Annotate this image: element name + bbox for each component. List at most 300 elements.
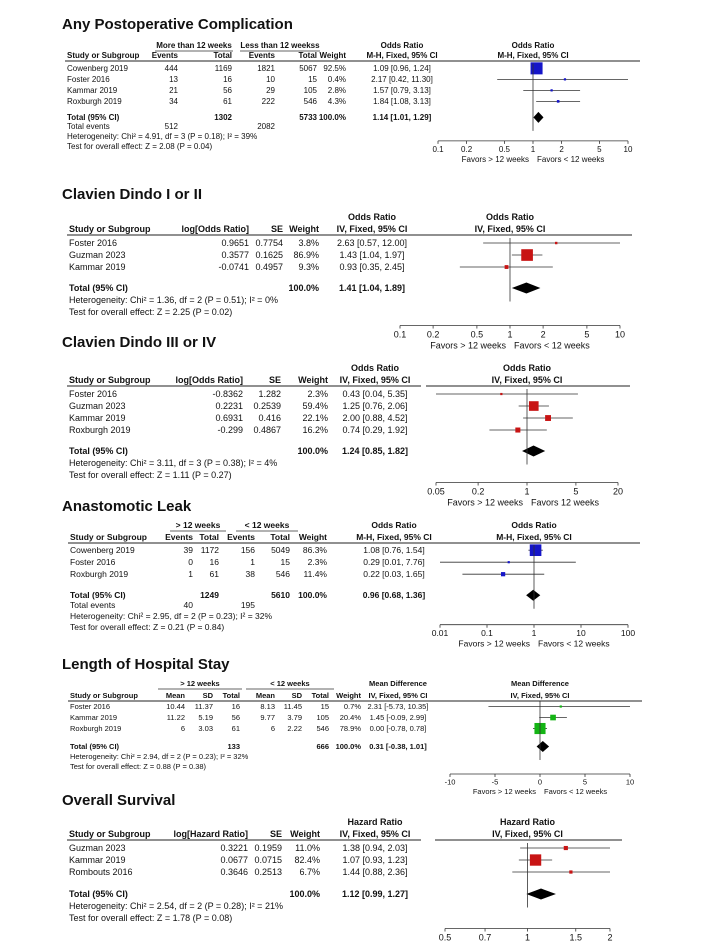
study-cell: 444 — [164, 64, 178, 73]
forest-panel-complication — [0, 16, 720, 166]
study-cell: 156 — [240, 545, 255, 555]
footnote: Heterogeneity: Chi² = 4.91, df = 3 (P = 0.18); I² = 39% — [67, 132, 258, 141]
study-cell: 21 — [169, 86, 178, 95]
column-header: Study or Subgroup — [69, 224, 151, 234]
x-tick-label: 2 — [607, 932, 613, 943]
study-marker — [529, 401, 539, 411]
effect-header: Hazard Ratio — [347, 817, 403, 827]
total-diamond — [526, 590, 540, 601]
study-cell: 34 — [169, 97, 178, 106]
total-cell: 100.0% — [335, 742, 361, 751]
column-header: Weight — [290, 829, 320, 839]
favors-right-label: Favors < 12 weeks — [537, 154, 605, 164]
study-marker — [551, 89, 553, 91]
study-name: Foster 2016 — [69, 389, 118, 399]
study-name: Cowenberg 2019 — [70, 545, 135, 555]
study-cell: 6 — [270, 724, 275, 733]
effect-header: Mean Difference — [369, 679, 427, 688]
column-header: Total — [311, 691, 329, 700]
favors-left-label: Favors > 12 weeks — [472, 787, 536, 797]
column-header: SE — [270, 224, 283, 234]
study-ci: 1.07 [0.93, 1.23] — [342, 855, 408, 865]
effect-header: Odds Ratio — [350, 363, 400, 373]
total-events-cell: 40 — [183, 600, 193, 610]
study-cell: 546 — [275, 569, 290, 579]
column-header: Weight — [298, 375, 328, 385]
total-cell: 100.0% — [289, 889, 320, 899]
favors-right-label: Favors 12 weeks — [531, 497, 600, 508]
study-cell: 0 — [188, 557, 193, 567]
total-label: Total (95% CI) — [69, 446, 128, 456]
plot-header: Mean Difference — [511, 679, 569, 688]
study-cell: 5049 — [271, 545, 290, 555]
study-ci: 0.00 [-0.78, 0.78] — [369, 724, 427, 733]
study-marker — [500, 393, 502, 395]
footnote: Heterogeneity: Chi² = 1.36, df = 2 (P = 0.51); I² = 0% — [69, 295, 278, 305]
study-cell: 0.2539 — [253, 401, 281, 411]
study-name: Cowenberg 2019 — [67, 64, 128, 73]
total-cell: 5610 — [271, 590, 290, 600]
study-cell: 0.4957 — [255, 262, 283, 272]
study-name: Roxburgh 2019 — [70, 569, 129, 579]
total-cell: 666 — [316, 742, 329, 751]
column-header: SE — [269, 829, 282, 839]
total-cell: 100.0% — [297, 446, 328, 456]
study-marker — [564, 846, 568, 850]
total-diamond — [526, 889, 556, 900]
study-cell: 0.1625 — [255, 250, 283, 260]
study-cell: 0.7% — [343, 702, 361, 711]
x-tick-label: 5 — [582, 777, 588, 787]
study-cell: 3.03 — [198, 724, 213, 733]
study-cell: 38 — [245, 569, 255, 579]
effect-subheader: IV, Fixed, 95% CI — [339, 375, 411, 385]
x-tick-label: 0.7 — [478, 932, 492, 943]
total-cell: 100.0% — [288, 283, 319, 293]
column-header: Mean — [165, 691, 185, 700]
plot-subheader: M-H, Fixed, 95% CI — [497, 51, 569, 60]
x-tick-label: 10 — [625, 777, 635, 787]
study-ci: 1.08 [0.76, 1.54] — [363, 545, 425, 555]
study-cell: 56 — [231, 713, 240, 722]
total-ci: 0.96 [0.68, 1.36] — [362, 590, 426, 600]
favors-left-label: Favors > 12 weeks — [461, 154, 529, 164]
study-name: Guzman 2023 — [69, 401, 126, 411]
study-ci: 1.57 [0.79, 3.13] — [373, 86, 431, 95]
column-header: Study or Subgroup — [69, 375, 151, 385]
study-cell: -0.299 — [217, 425, 243, 435]
footnote: Test for overall effect: Z = 2.08 (P = 0.04) — [67, 142, 213, 151]
study-cell: 16 — [209, 557, 219, 567]
total-cell: 1249 — [200, 590, 219, 600]
study-cell: 2.3% — [307, 389, 328, 399]
total-label: Total (95% CI) — [67, 113, 120, 122]
study-ci: 2.63 [0.57, 12.00] — [336, 238, 408, 248]
plot-subheader: IV, Fixed, 95% CI — [474, 224, 546, 234]
panel-title: Overall Survival — [62, 792, 176, 809]
plot-subheader: M-H, Fixed, 95% CI — [496, 532, 572, 542]
study-marker — [569, 870, 572, 873]
footnote: Heterogeneity: Chi² = 2.94, df = 2 (P = 0.23); I² = 32% — [70, 752, 249, 761]
study-cell: 1821 — [257, 64, 275, 73]
x-tick-label: 0.1 — [481, 628, 493, 639]
total-ci: 1.14 [1.01, 1.29] — [372, 113, 432, 122]
total-cell: 1302 — [214, 113, 232, 122]
study-cell: 4.3% — [327, 97, 346, 106]
plot-header: Odds Ratio — [485, 212, 535, 222]
footnote: Test for overall effect: Z = 0.88 (P = 0.38) — [70, 762, 207, 771]
panel-title: Length of Hospital Stay — [62, 656, 230, 673]
study-ci: 0.43 [0.04, 5.35] — [342, 389, 408, 399]
study-name: Foster 2016 — [70, 557, 116, 567]
panel-title: Any Postoperative Complication — [62, 16, 293, 33]
study-cell: 15 — [280, 557, 290, 567]
study-cell: 9.3% — [298, 262, 319, 272]
study-name: Foster 2016 — [67, 75, 110, 84]
study-ci: 1.09 [0.96, 1.24] — [373, 64, 431, 73]
plot-header: Odds Ratio — [502, 363, 552, 373]
study-cell: 0.3577 — [221, 250, 249, 260]
total-ci: 0.31 [-0.38, 1.01] — [369, 742, 427, 751]
study-cell: 10.44 — [166, 702, 185, 711]
study-ci: 0.74 [0.29, 1.92] — [342, 425, 408, 435]
study-cell: -0.0741 — [218, 262, 249, 272]
study-cell: 16 — [231, 702, 240, 711]
study-name: Kammar 2019 — [69, 855, 126, 865]
study-ci: 1.84 [1.08, 3.13] — [373, 97, 431, 106]
x-tick-label: 0.2 — [471, 486, 485, 497]
study-name: Kammar 2019 — [67, 86, 118, 95]
study-cell: 15 — [320, 702, 329, 711]
x-tick-label: -5 — [491, 777, 499, 787]
study-name: Roxburgh 2019 — [69, 425, 131, 435]
study-cell: 11.0% — [295, 843, 320, 853]
total-cell: 100.0% — [298, 590, 327, 600]
x-tick-label: 1 — [507, 329, 513, 340]
footnote: Heterogeneity: Chi² = 3.11, df = 3 (P = 0.38); I² = 4% — [69, 458, 278, 468]
column-header: Events — [165, 532, 193, 542]
study-cell: 86.9% — [293, 250, 319, 260]
study-cell: 1169 — [214, 64, 232, 73]
study-cell: 0.2513 — [254, 867, 282, 877]
study-cell: 10 — [266, 75, 275, 84]
column-header: Study or Subgroup — [69, 829, 151, 839]
study-cell: 59.4% — [302, 401, 328, 411]
total-ci: 1.24 [0.85, 1.82] — [341, 446, 409, 456]
study-cell: 0.3646 — [220, 867, 248, 877]
forest-panel-hospital-stay — [0, 656, 720, 797]
total-events-cell: 195 — [240, 600, 255, 610]
favors-left-label: Favors > 12 weeks — [447, 497, 523, 508]
study-cell: 1.282 — [258, 389, 281, 399]
forest-plot-3 — [0, 520, 720, 649]
column-header: Study or Subgroup — [67, 51, 140, 60]
x-tick-label: 1 — [524, 932, 531, 943]
group-header: > 12 weeks — [175, 520, 221, 530]
study-name: Rombouts 2016 — [69, 867, 133, 877]
plot-subheader: IV, Fixed, 95% CI — [491, 375, 563, 385]
forest-panel-leak — [0, 498, 720, 649]
total-label: Total (95% CI) — [69, 889, 128, 899]
study-cell: 92.5% — [323, 64, 346, 73]
effect-subheader: IV, Fixed, 95% CI — [368, 691, 428, 700]
study-marker — [505, 265, 509, 269]
column-header: SE — [268, 375, 281, 385]
study-cell: 105 — [303, 86, 317, 95]
study-name: Foster 2016 — [70, 702, 111, 711]
total-cell: 5733 — [299, 113, 317, 122]
study-cell: 2.8% — [327, 86, 346, 95]
study-ci: 0.93 [0.35, 2.45] — [339, 262, 405, 272]
study-marker — [521, 249, 533, 261]
x-tick-label: 5 — [573, 486, 579, 497]
study-cell: 61 — [231, 724, 240, 733]
footnote: Test for overall effect: Z = 0.21 (P = 0.84) — [70, 622, 225, 632]
study-name: Kammar 2019 — [69, 262, 126, 272]
x-tick-label: 5 — [597, 144, 602, 154]
x-tick-label: 2 — [559, 144, 564, 154]
study-marker — [564, 78, 566, 80]
study-cell: 61 — [223, 97, 232, 106]
x-tick-label: 100 — [620, 628, 636, 639]
study-cell: 6 — [180, 724, 185, 733]
x-tick-label: 0.2 — [461, 144, 473, 154]
study-cell: 0.7754 — [255, 238, 283, 248]
study-cell: 5.19 — [198, 713, 213, 722]
study-cell: 9.77 — [260, 713, 275, 722]
footnote: Test for overall effect: Z = 1.11 (P = 0.27) — [69, 470, 232, 480]
column-header: Total — [298, 51, 317, 60]
column-header: Events — [151, 51, 178, 60]
x-tick-label: 1 — [530, 144, 536, 154]
column-header: Study or Subgroup — [70, 691, 138, 700]
column-header: log[Odds Ratio] — [175, 375, 243, 385]
footnote: Heterogeneity: Chi² = 2.54, df = 2 (P = 0.28); I² = 21% — [69, 901, 283, 911]
total-diamond — [537, 741, 550, 752]
plot-header: Odds Ratio — [511, 41, 555, 50]
x-tick-label: 0.1 — [393, 329, 407, 340]
effect-subheader: M-H, Fixed, 95% CI — [366, 51, 438, 60]
study-ci: 1.44 [0.88, 2.36] — [342, 867, 408, 877]
favors-right-label: Favors < 12 weeks — [544, 787, 608, 797]
total-events-cell: 512 — [164, 122, 178, 131]
study-marker — [557, 100, 560, 103]
x-tick-label: 0 — [537, 777, 543, 787]
study-marker — [545, 415, 551, 421]
footnote: Test for overall effect: Z = 1.78 (P = 0.08) — [69, 913, 233, 923]
x-tick-label: 0.01 — [431, 628, 449, 639]
favors-right-label: Favors < 12 weeks — [538, 638, 610, 649]
study-cell: 1 — [250, 557, 255, 567]
study-cell: 61 — [209, 569, 219, 579]
study-ci: 1.38 [0.94, 2.03] — [342, 843, 408, 853]
panel-title: Anastomotic Leak — [62, 498, 192, 515]
forest-panel-survival — [0, 792, 720, 943]
panel-title: Clavien Dindo I or II — [62, 186, 203, 203]
study-name: Kammar 2019 — [70, 713, 118, 722]
x-tick-label: 2 — [540, 329, 546, 340]
column-header: Total — [222, 691, 240, 700]
study-marker — [560, 705, 562, 707]
column-header: Events — [227, 532, 255, 542]
x-tick-label: 5 — [584, 329, 590, 340]
x-tick-label: 10 — [576, 628, 586, 639]
group-header: Less than 12 weekss — [240, 41, 320, 50]
study-cell: 5067 — [299, 64, 317, 73]
study-cell: 0.9651 — [221, 238, 249, 248]
study-cell: 0.0715 — [254, 855, 282, 865]
study-cell: 546 — [316, 724, 329, 733]
study-ci: 2.00 [0.88, 4.52] — [342, 413, 408, 423]
study-ci: 1.45 [-0.09, 2.99] — [369, 713, 427, 722]
group-header: < 12 weeks — [270, 679, 310, 688]
total-diamond — [533, 112, 543, 123]
study-marker — [531, 62, 543, 74]
x-tick-label: 0.5 — [438, 932, 452, 943]
x-tick-label: 1.5 — [569, 932, 583, 943]
group-header: < 12 weeks — [244, 520, 290, 530]
study-marker — [530, 544, 542, 556]
study-cell: 105 — [316, 713, 329, 722]
forest-plot-5 — [0, 814, 720, 943]
study-cell: 16 — [223, 75, 232, 84]
study-cell: 0.0677 — [220, 855, 248, 865]
study-cell: 15 — [308, 75, 317, 84]
effect-subheader: IV, Fixed, 95% CI — [339, 829, 411, 839]
study-cell: 3.8% — [298, 238, 319, 248]
effect-header: Odds Ratio — [371, 520, 417, 530]
total-ci: 1.12 [0.99, 1.27] — [341, 889, 409, 899]
x-tick-label: 0.5 — [498, 144, 510, 154]
total-label: Total (95% CI) — [69, 283, 128, 293]
study-name: Guzman 2023 — [69, 250, 126, 260]
study-cell: 0.4867 — [253, 425, 281, 435]
study-name: Foster 2016 — [69, 238, 118, 248]
study-cell: 0.3221 — [220, 843, 248, 853]
x-tick-label: 20 — [612, 486, 624, 497]
column-header: log[Hazard Ratio] — [173, 829, 248, 839]
column-header: Weight — [298, 532, 327, 542]
column-header: SD — [291, 691, 302, 700]
total-label: Total (95% CI) — [70, 742, 120, 751]
x-tick-label: 0.2 — [426, 329, 440, 340]
x-tick-label: 1 — [531, 628, 537, 639]
effect-header: Odds Ratio — [347, 212, 397, 222]
total-cell: 133 — [227, 742, 240, 751]
group-header: > 12 weeks — [180, 679, 220, 688]
study-marker — [530, 854, 541, 865]
study-cell: 11.37 — [194, 702, 213, 711]
total-label: Total (95% CI) — [70, 590, 126, 600]
column-header: Mean — [255, 691, 275, 700]
total-diamond — [512, 283, 541, 294]
study-cell: 20.4% — [339, 713, 361, 722]
study-cell: 6.7% — [299, 867, 320, 877]
x-tick-label: 0.1 — [432, 144, 444, 154]
column-header: log[Odds Ratio] — [181, 224, 249, 234]
column-header: SD — [202, 691, 213, 700]
study-name: Guzman 2023 — [69, 843, 126, 853]
panel-title: Clavien Dindo III or IV — [62, 334, 217, 351]
study-name: Kammar 2019 — [69, 413, 126, 423]
study-cell: 0.4% — [327, 75, 346, 84]
study-cell: 2.3% — [307, 557, 327, 567]
study-ci: 1.25 [0.76, 2.06] — [342, 401, 408, 411]
column-header: Events — [248, 51, 275, 60]
total-diamond — [522, 446, 545, 457]
study-marker — [555, 242, 557, 244]
study-cell: 1 — [188, 569, 193, 579]
study-cell: 22.1% — [302, 413, 328, 423]
forest-plot-4 — [0, 678, 720, 797]
study-cell: 82.4% — [294, 855, 320, 865]
study-cell: 56 — [223, 86, 232, 95]
effect-subheader: IV, Fixed, 95% CI — [336, 224, 408, 234]
study-cell: 29 — [266, 86, 275, 95]
column-header: Total — [270, 532, 290, 542]
plot-header: Hazard Ratio — [499, 817, 556, 827]
study-ci: 2.17 [0.42, 11.30] — [371, 75, 433, 84]
total-ci: 1.41 [1.04, 1.89] — [338, 283, 406, 293]
study-cell: 0.6931 — [215, 413, 243, 423]
study-cell: 0.2231 — [215, 401, 243, 411]
favors-left-label: Favors > 12 weeks — [458, 638, 530, 649]
study-cell: 16.2% — [302, 425, 328, 435]
x-tick-label: 1 — [524, 486, 530, 497]
column-header: Weight — [336, 691, 361, 700]
study-cell: 2.22 — [287, 724, 302, 733]
group-header: More than 12 weeks — [156, 41, 232, 50]
study-cell: 78.9% — [339, 724, 361, 733]
study-marker — [515, 428, 520, 433]
column-header: Total — [199, 532, 219, 542]
study-cell: 11.45 — [283, 702, 302, 711]
column-header: Weight — [289, 224, 319, 234]
study-cell: 3.79 — [287, 713, 302, 722]
x-tick-label: 10 — [623, 144, 633, 154]
forest-plot-0 — [0, 38, 720, 173]
plot-subheader: IV, Fixed, 95% CI — [510, 691, 570, 700]
x-tick-label: 0.5 — [470, 329, 484, 340]
x-tick-label: 10 — [614, 329, 626, 340]
study-name: Roxburgh 2019 — [70, 724, 122, 733]
column-header: Total — [213, 51, 232, 60]
study-cell: 8.13 — [260, 702, 275, 711]
column-header: Weight — [319, 51, 346, 60]
study-cell: 86.3% — [302, 545, 327, 555]
study-cell: 546 — [303, 97, 317, 106]
study-cell: 1172 — [200, 545, 219, 555]
favors-right-label: Favors < 12 weeks — [514, 340, 590, 351]
study-cell: 11.4% — [303, 569, 327, 579]
total-events-label: Total events — [70, 600, 116, 610]
footnote: Test for overall effect: Z = 2.25 (P = 0.02) — [69, 307, 233, 317]
total-events-cell: 2082 — [257, 122, 275, 131]
effect-header: Odds Ratio — [380, 41, 424, 50]
column-header: Study or Subgroup — [70, 532, 147, 542]
footnote: Heterogeneity: Chi² = 2.95, df = 2 (P = 0.23); I² = 32% — [70, 611, 273, 621]
study-cell: -0.8362 — [212, 389, 243, 399]
favors-left-label: Favors > 12 weeks — [430, 340, 506, 351]
x-tick-label: 0.05 — [427, 486, 445, 497]
plot-header: Odds Ratio — [511, 520, 557, 530]
study-ci: 2.31 [-5.73, 10.35] — [367, 702, 429, 711]
total-cell: 100.0% — [318, 113, 346, 122]
study-ci: 1.43 [1.04, 1.97] — [339, 250, 405, 260]
x-tick-label: -10 — [444, 777, 456, 787]
study-cell: 39 — [183, 545, 193, 555]
study-cell: 0.1959 — [254, 843, 282, 853]
